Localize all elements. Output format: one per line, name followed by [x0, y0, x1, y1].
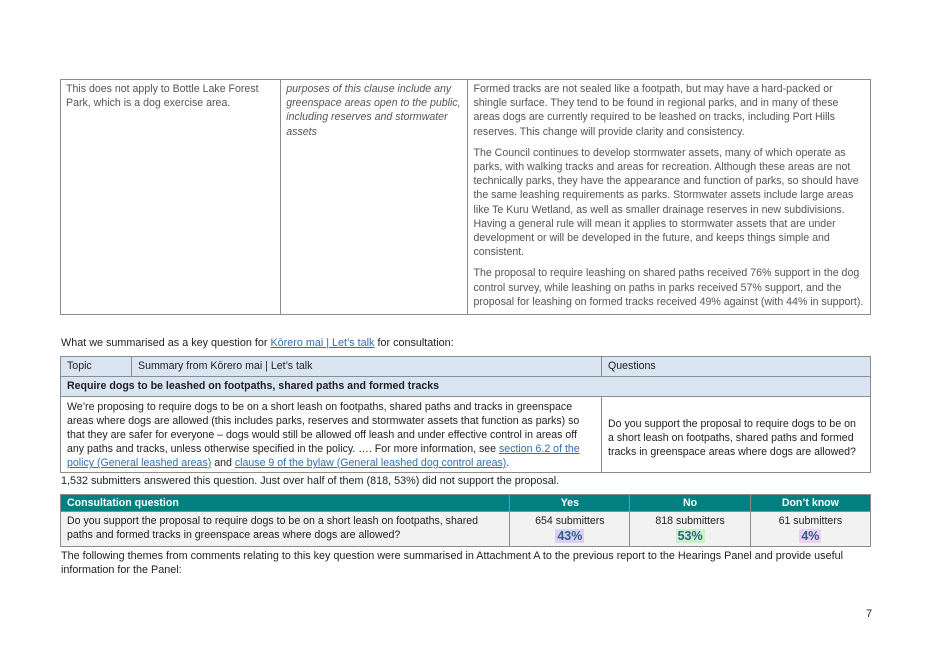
rationale-cell: [468, 80, 871, 315]
consultation-results-table: [60, 494, 871, 547]
table-row: [61, 397, 871, 473]
consultation-question: Do you support the proposal to require dogs to be on a short leash on footpaths, shared paths and formed tracks in greenspace areas where dogs are allowed?: [61, 512, 510, 547]
rationale-paragraph: The Council continues to develop stormwater assets, many of which operate as parks, with walking tracks and areas for recreation. Although these areas are not technically parks, they have the appearance and function of parks, so should have the same leashing requirements as parks. Stormwater assets include large areas like Te Kuru Wetland, as well as smaller drainage reserves in new subdivisions. Having a general rule will mean it applies to stormwater assets that are under development or will be developed in the future, and keeps things simple and consistent.: [473, 146, 859, 259]
yes-percent: 43%: [557, 529, 583, 543]
yes-count: 654 submitters: [535, 515, 605, 527]
dont-know-header: Don’t know: [750, 495, 870, 512]
no-percent: 53%: [677, 529, 703, 543]
themes-intro: The following themes from comments relating to this key question were summarised in Attachment A to the previous report to the Hearings Panel and provide useful information for the Panel:: [61, 550, 843, 576]
summary-header: Summary from Kōrero mai | Let’s talk: [132, 357, 602, 377]
table-header-row: [61, 357, 871, 377]
korero-mai-link[interactable]: Kōrero mai | Let’s talk: [270, 337, 375, 349]
table-row: [61, 512, 871, 547]
question-cell: Do you support the proposal to require dogs to be on a short leash on footpaths, shared paths and formed tracks in greenspace areas where dogs are allowed?: [602, 397, 871, 473]
summary-table: [60, 356, 871, 473]
questions-header: Questions: [602, 357, 871, 377]
key-question-intro: What we summarised as a key question for Kōrero mai | Let’s talk for consultation:: [61, 337, 454, 349]
no-count: 818 submitters: [655, 515, 725, 527]
topic-title-row: [61, 377, 871, 397]
consultation-question-header: Consultation question: [61, 495, 510, 512]
no-result: [630, 512, 750, 547]
dont-know-percent: 4%: [801, 529, 820, 543]
table-row: [61, 80, 871, 315]
yes-result: [510, 512, 630, 547]
dont-know-count: 61 submitters: [778, 515, 843, 527]
clause-cell: purposes of this clause include any greenspace areas open to the public, including reserves and stormwater assets: [281, 80, 468, 315]
exception-cell: This does not apply to Bottle Lake Forest Park, which is a dog exercise area.: [61, 80, 281, 315]
page-number: 7: [866, 608, 873, 620]
topic-header: Topic: [61, 357, 132, 377]
policy-section-link[interactable]: section 6.2 of the policy (General leashed areas): [67, 443, 580, 469]
topic-title: Require dogs to be leashed on footpaths, shared paths and formed tracks: [61, 377, 871, 397]
policy-clause-table: [60, 79, 871, 315]
rationale-paragraph: Formed tracks are not sealed like a footpath, but may have a hard-packed or shingle surface. They tend to be found in regional parks, and in many of these areas dogs are currently required to be leashed on tracks, including Port Hills reserves. This change will provide clarity and consistency.: [473, 83, 839, 138]
summary-text-cell: We’re proposing to require dogs to be on a short leash on footpaths, shared paths and tracks in greenspace areas where dogs are allowed (this includes parks, reserves and stormwater assets that function as parks) so that they are safer for everyone – dogs would still be allowed off leash and under effective control in areas off any paths and tracks, unless otherwise specified in the policy. …. For more information, see section 6.2 of the policy (General leashed areas) and clause 9 of the bylaw (General leashed dog control areas).: [61, 397, 602, 473]
rationale-paragraph: The proposal to require leashing on shared paths received 76% support in the dog control survey, while leashing on paths in parks received 57% support, and the proposal for leashing on formed tracks received 49% against (with 44% in support).: [473, 267, 864, 308]
answered-summary: 1,532 submitters answered this question. Just over half of them (818, 53%) did not support the proposal.: [61, 475, 560, 487]
dont-know-result: [750, 512, 870, 547]
no-header: No: [630, 495, 750, 512]
yes-header: Yes: [510, 495, 630, 512]
table-header-row: [61, 495, 871, 512]
bylaw-clause-link[interactable]: clause 9 of the bylaw (General leashed dog control areas): [234, 457, 507, 469]
